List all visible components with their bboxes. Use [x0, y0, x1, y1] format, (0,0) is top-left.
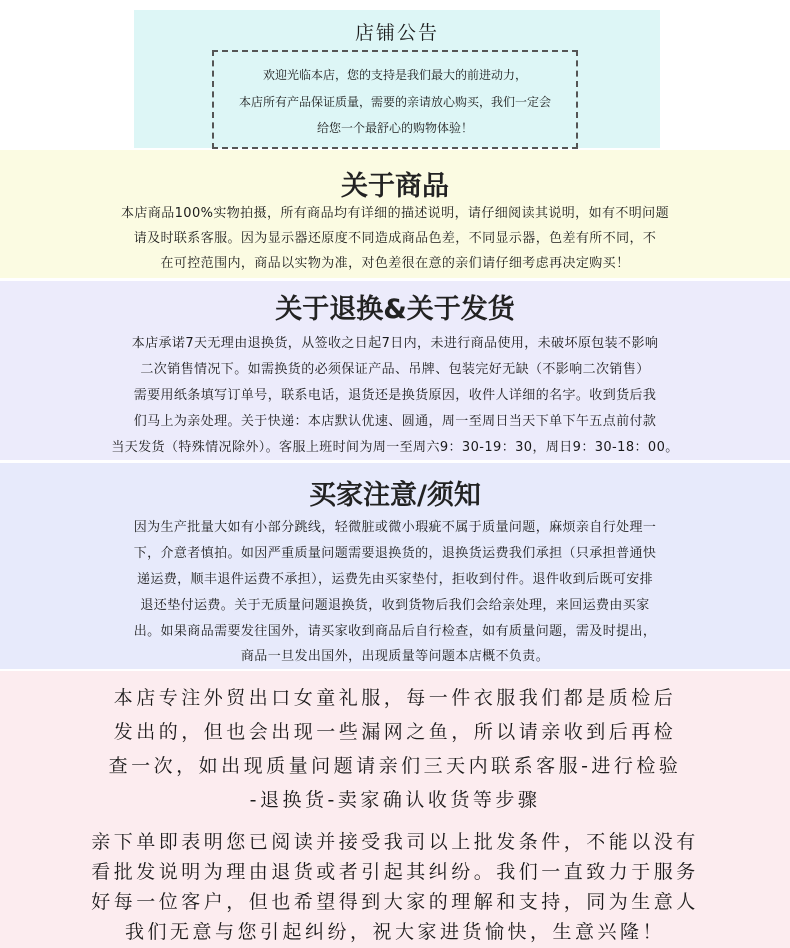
section-text-line: 本店商品100%实物拍摄，所有商品均有详细的描述说明，请仔细阅读其说明，如有不明问题	[121, 206, 669, 221]
closing-line: 本店专注外贸出口女童礼服，每一件衣服我们都是质检后	[113, 687, 677, 709]
notice-box	[212, 50, 578, 149]
section-title: 关于退换&关于发货	[275, 294, 515, 325]
notice-line: 给您一个最舒心的购物体验！	[316, 121, 473, 135]
closing-line: 我们无意与您引起纠纷，祝大家进货愉快，生意兴隆！	[124, 921, 665, 943]
closing-line: 发出的，但也会出现一些漏网之鱼，所以请亲收到后再检	[113, 721, 677, 743]
closing-line: 亲下单即表明您已阅读并接受我司以上批发条件，不能以没有	[91, 831, 699, 853]
section-text-line: 出。如果商品需要发往国外，请买家收到商品后自行检查，如有质量问题，需及时提出，	[133, 624, 657, 639]
section-text-line: 们马上为亲处理。关于快递：本店默认优速、圆通，周一至周日当天下单下午五点前付款	[133, 414, 657, 429]
section-title: 买家注意/须知	[309, 480, 481, 511]
notice-line: 本店所有产品保证质量，需要的亲请放心购买，我们一定会	[238, 95, 551, 109]
notice-title: 店铺公告	[354, 22, 439, 44]
closing-line: -退换货-卖家确认收货等步骤	[249, 789, 541, 811]
section-text-line: 本店承诺7天无理由退换货，从签收之日起7日内，未进行商品使用，未破坏原包装不影响	[131, 336, 659, 351]
section-text-line: 下，介意者慎拍。如因严重质量问题需要退换货的，退换货运费我们承担（只承担普通快	[133, 546, 657, 561]
section-text-line: 退还垫付运费。关于无质量问题退换货，收到货物后我们会给亲处理，来回运费由买家	[140, 598, 650, 613]
section-text-line: 在可控范围内，商品以实物为准，对色差很在意的亲们请仔细考虑再决定购买！	[160, 256, 630, 271]
section-text-line: 需要用纸条填写订单号，联系电话，退货还是换货原因，收件人详细的名字。收到货后我	[133, 388, 657, 403]
closing-line: 查一次，如出现质量问题请亲们三天内联系客服-进行检验	[108, 755, 682, 777]
shop-notice	[134, 10, 660, 148]
section-title: 关于商品	[341, 171, 449, 202]
section-closing	[0, 671, 790, 948]
section-text-line: 当天发货（特殊情况除外）。客服上班时间为周一至周六9：30-19：30，周日9：30-18：00。	[111, 440, 679, 455]
section-text-line: 请及时联系客服。因为显示器还原度不同造成商品色差，不同显示器，色差有所不同，不	[133, 231, 657, 246]
section-returns-shipping	[0, 281, 790, 460]
section-text-line: 二次销售情况下。如需换货的必须保证产品、吊牌、包装完好无缺（不影响二次销售）	[140, 362, 650, 377]
section-about-products	[0, 150, 790, 278]
notice-line: 欢迎光临本店，您的支持是我们最大的前进动力，	[262, 68, 527, 82]
section-buyer-notes	[0, 463, 790, 669]
section-text-line: 因为生产批量大如有小部分跳线，轻微脏或微小瑕疵不属于质量问题，麻烦亲自行处理一	[133, 520, 657, 535]
closing-line: 看批发说明为理由退货或者引起其纠纷。我们一直致力于服务	[91, 861, 699, 883]
section-text-line: 递运费，顺丰退件运费不承担），运费先由买家垫付，拒收到付件。退件收到后既可安排	[136, 572, 654, 587]
section-text-line: 商品一旦发出国外，出现质量等问题本店概不负责。	[240, 649, 550, 664]
closing-line: 好每一位客户，但也希望得到大家的理解和支持，同为生意人	[91, 891, 699, 913]
